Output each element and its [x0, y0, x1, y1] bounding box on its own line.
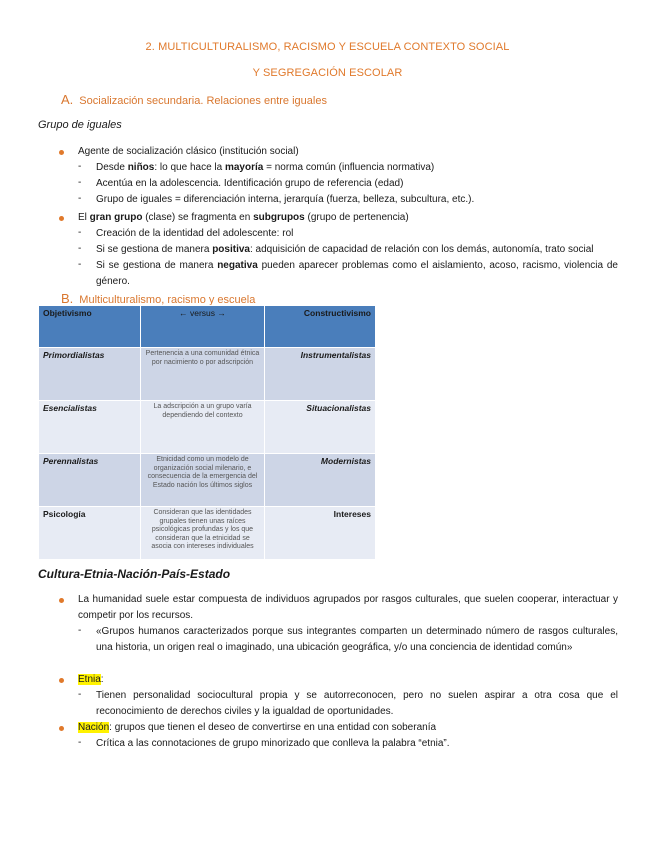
list-subitem: Grupo de iguales = diferenciación interna, jerarquía (fuerza, belleza, subcultura, etc.). — [96, 194, 475, 205]
table-row — [39, 348, 376, 401]
row-right-label: Instrumentalistas — [265, 348, 376, 401]
section-a-letter: A. — [61, 92, 74, 107]
dash-marker: - — [78, 259, 82, 270]
subheading-cultura-etnia: Cultura-Etnia-Nación-País-Estado — [38, 567, 231, 581]
list-item: Etnia: — [78, 674, 104, 685]
section-a-heading — [61, 91, 327, 109]
document-title-line-2: Y SEGREGACIÓN ESCOLAR — [252, 67, 403, 79]
list-item: El gran grupo (clase) se fragmenta en subgrupos (grupo de pertenencia) — [78, 212, 409, 223]
header-versus: ← versus → — [141, 306, 265, 348]
dash-marker: - — [78, 161, 82, 172]
list-subitem: Tienen personalidad sociocultural propia y se autorreconocen, pero no suelen aspirar a otra cosa que el reconocimiento de derechos civiles y la igualdad de oportunidades. — [96, 690, 618, 717]
row-middle-text: Consideran que las identidades grupales tienen unas raíces psicológicas profundas y los que consideran que la etnicidad se asocia con intereses individuales — [141, 507, 265, 560]
row-left-label: Primordialistas — [39, 348, 141, 401]
section-b-text: Multiculturalismo, racismo y escuela — [79, 294, 256, 306]
row-middle-text: Pertenencia a una comunidad étnica por nacimiento o por adscripción — [141, 348, 265, 401]
row-right-label: Situacionalistas — [265, 401, 376, 454]
list-subitem: Acentúa en la adolescencia. Identificación grupo de referencia (edad) — [96, 178, 404, 189]
table-row — [39, 401, 376, 454]
list-item: Nación: grupos que tienen el deseo de convertirse en una entidad con soberanía — [78, 722, 437, 733]
list-subitem: Si se gestiona de manera negativa pueden aparecer problemas como el aislamiento, acoso, racismo, violencia de género. — [96, 260, 618, 287]
row-left-label: Esencialistas — [39, 401, 141, 454]
list-subitem: Si se gestiona de manera positiva: adquisición de capacidad de relación con los demás, autonomía, trato social — [96, 244, 594, 255]
bullet-icon — [59, 726, 64, 731]
header-objetivismo: Objetivismo — [39, 306, 141, 348]
bullet-icon — [59, 678, 64, 683]
header-constructivismo: Constructivismo — [265, 306, 376, 348]
list-subitem: «Grupos humanos caracterizados porque sus integrantes comparten un determinado número de rasgos culturales, una historia, un origen real o imaginado, una ubicación geográfica, y/o una conciencia de identidad común» — [96, 626, 618, 653]
list-subitem: Crítica a las connotaciones de grupo minorizado que conlleva la palabra “etnia”. — [96, 738, 450, 749]
row-middle-text: La adscripción a un grupo varía dependiendo del contexto — [141, 401, 265, 454]
table-row — [39, 454, 376, 507]
bullet-icon — [59, 216, 64, 221]
list-subitem: Creación de la identidad del adolescente: rol — [96, 228, 294, 239]
highlight-etnia: Etnia — [78, 674, 101, 685]
bullet-icon — [59, 598, 64, 603]
row-right-label: Intereses — [265, 507, 376, 560]
table-header-row — [39, 306, 376, 348]
dash-marker: - — [78, 625, 82, 636]
document-title-line-1: 2. MULTICULTURALISMO, RACISMO Y ESCUELA CONTEXTO SOCIAL — [145, 41, 510, 53]
list-item: Agente de socialización clásico (institución social) — [78, 146, 299, 157]
dash-marker: - — [78, 193, 82, 204]
dash-marker: - — [78, 177, 82, 188]
subheading-grupo-de-iguales: Grupo de iguales — [38, 119, 122, 131]
list-item: La humanidad suele estar compuesta de individuos agrupados por rasgos culturales, que suelen cooperar, interactuar y competir por los recursos. — [78, 594, 618, 621]
comparison-table — [38, 305, 376, 560]
section-b-letter: B. — [61, 291, 74, 306]
highlight-nacion: Nación — [78, 722, 110, 733]
bullet-icon — [59, 150, 64, 155]
row-right-label: Modernistas — [265, 454, 376, 507]
dash-marker: - — [78, 689, 82, 700]
dash-marker: - — [78, 737, 82, 748]
row-middle-text: Etnicidad como un modelo de organización social milenario, e consecuencia de la emergencia del Estado nación los últimos siglos — [141, 454, 265, 507]
list-subitem: Desde niños: lo que hace la mayoría = norma común (influencia normativa) — [96, 162, 435, 173]
dash-marker: - — [78, 243, 82, 254]
section-a-text: Socialización secundaria. Relaciones entre iguales — [79, 95, 327, 107]
row-left-label: Perennalistas — [39, 454, 141, 507]
row-left-label: Psicología — [39, 507, 141, 560]
dash-marker: - — [78, 227, 82, 238]
table-row — [39, 507, 376, 560]
